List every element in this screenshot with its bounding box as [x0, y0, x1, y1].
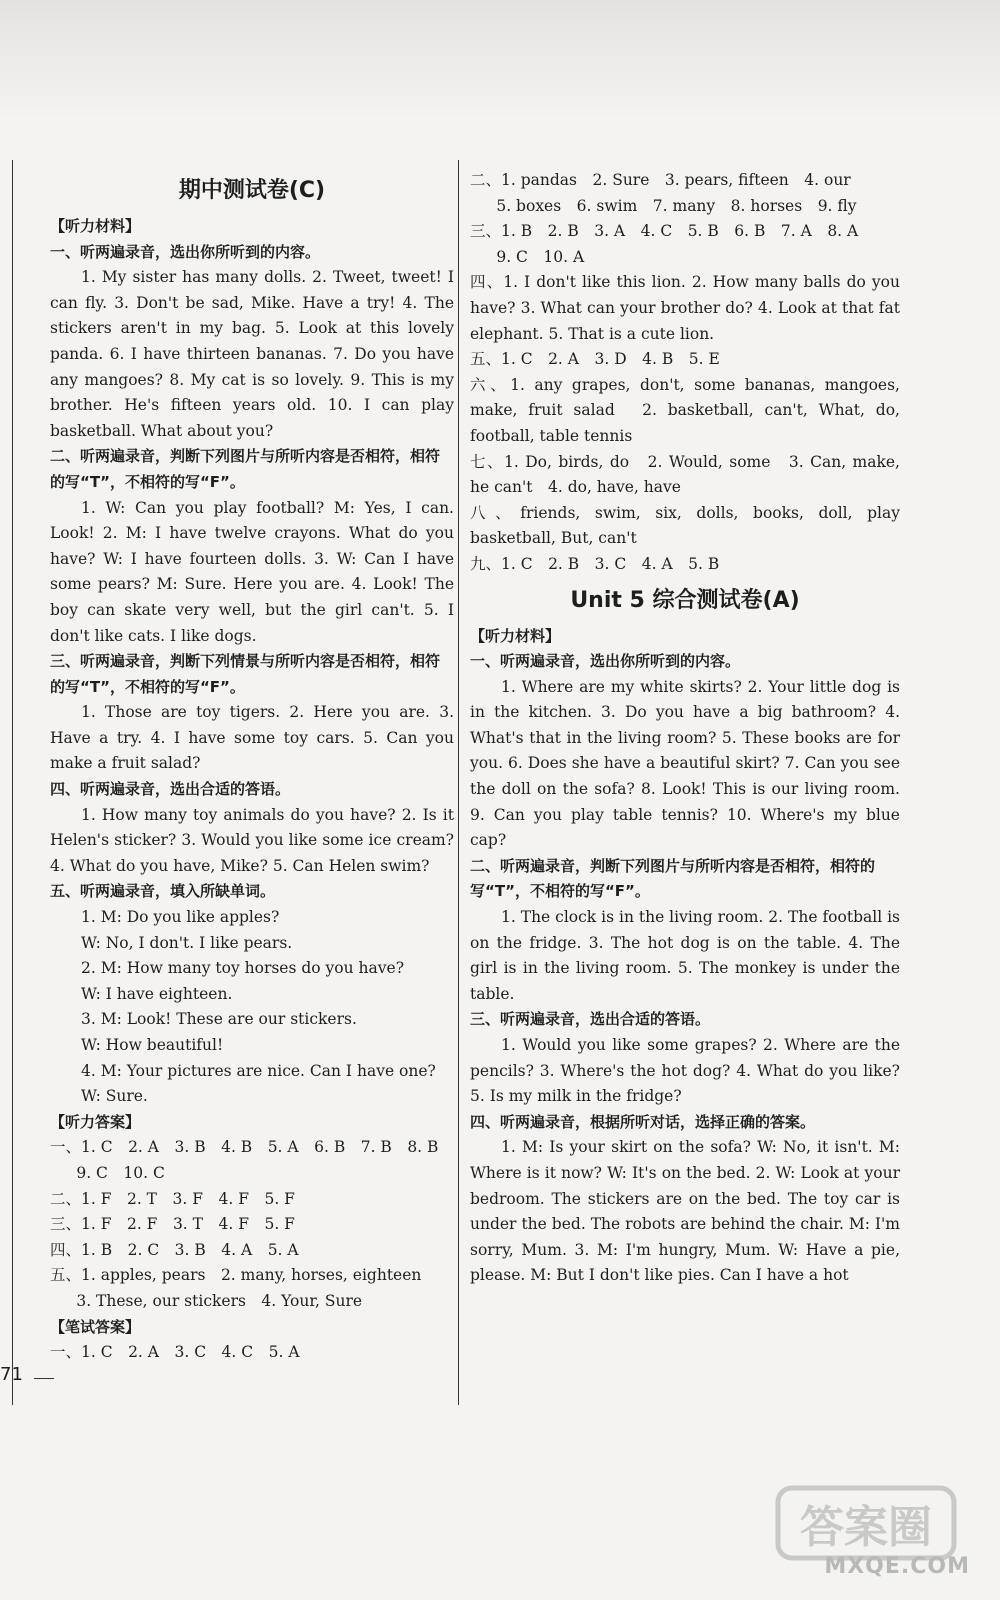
passage-text: 3. M: Look! These are our stickers. [81, 1010, 357, 1029]
passage-text: W: Sure. [81, 1087, 148, 1106]
passage-text: 2. M: How many toy horses do you have? [81, 959, 405, 978]
answer-line: 四、1. I don't like this lion. 2. How many balls do you have? 3. What can your brother do? 4. Look at that fat elephant. 5. That is a cute lion. [470, 273, 900, 343]
question-heading: 三、听两遍录音，判断下列情景与所听内容是否相符，相符的写“T”，不相符的写“F”。 [50, 652, 441, 696]
section-marker: 【笔试答案】 [50, 1317, 141, 1336]
passage-text: 1. Would you like some grapes? 2. Where are the pencils? 3. Where's the hot dog? 4. What do you like? 5. Is my milk in the fridge? [470, 1036, 900, 1106]
question-heading: 四、听两遍录音，根据所听对话，选择正确的答案。 [470, 1112, 816, 1131]
left-margin-rule [12, 160, 13, 1405]
answer-line: 9. C 10. A [496, 247, 585, 266]
page-top-shadow [0, 0, 1000, 120]
answer-line: 五、1. C 2. A 3. D 4. B 5. E [470, 350, 720, 369]
passage-text: 1. M: Is your skirt on the sofa? W: No, it isn't. M: Where is it now? W: It's on the bed. 2. W: Look at your bedroom. The stickers are on the bed. The toy car is under the bed. The robots are behind the chair. M: I'm sorry, Mum. 3. M: I'm hungry, Mum. W: Have a pie, please. M: But I don't like pies. Can I have a hot [470, 1138, 900, 1285]
question-heading: 四、听两遍录音，选出合适的答语。 [50, 780, 291, 799]
passage-text: 1. My sister has many dolls. 2. Tweet, tweet! I can fly. 3. Don't be sad, Mike. Have a try! 4. The stickers aren't in my bag. 5. Look at this lovely panda. 6. I have thirteen bananas. 7. Do you have any mangoes? 8. My cat is so lovely. 9. This is my brother. He's fifteen years old. 10. I can play basketball. What about you? [50, 268, 454, 440]
answer-line: 5. boxes 6. swim 7. many 8. horses 9. fly [496, 196, 857, 215]
question-heading: 三、听两遍录音，选出合适的答语。 [470, 1010, 711, 1029]
answer-line: 3. These, our stickers 4. Your, Sure [76, 1291, 363, 1310]
answer-line: 八、friends, swim, six, dolls, books, doll, play basketball, But, can't [470, 503, 900, 548]
left-column [50, 168, 454, 1395]
answer-line: 五、1. apples, pears 2. many, horses, eighteen [50, 1266, 422, 1285]
question-heading: 一、听两遍录音，选出你所听到的内容。 [470, 652, 741, 671]
passage-text: W: No, I don't. I like pears. [81, 933, 293, 952]
passage-text: W: I have eighteen. [81, 984, 233, 1003]
answer-line: 9. C 10. C [76, 1163, 165, 1182]
passage-text: 1. W: Can you play football? M: Yes, I can. Look! 2. M: I have twelve crayons. What do you have? W: I have fourteen dolls. 3. W: Can I have some pears? M: Sure. Here you are. 4. Look! The boy can skate very well, but the girl can't. 5. I don't like cats. I like dogs. [50, 498, 454, 645]
watermark-text: MXQE.COM [824, 1554, 970, 1579]
column-divider [458, 160, 459, 1405]
page-number-dash [34, 1378, 54, 1379]
section-marker: 【听力答案】 [50, 1112, 141, 1131]
question-heading: 二、听两遍录音，判断下列图片与所听内容是否相符，相符的写“T”，不相符的写“F”。 [50, 447, 441, 491]
answer-line: 二、1. F 2. T 3. F 4. F 5. F [50, 1189, 295, 1208]
question-heading: 一、听两遍录音，选出你所听到的内容。 [50, 242, 321, 261]
right-column [470, 168, 900, 1395]
answer-line: 四、1. B 2. C 3. B 4. A 5. A [50, 1240, 299, 1259]
page-number: 71 [0, 1364, 23, 1385]
answer-line: 六、1. any grapes, don't, some bananas, mangoes, make, fruit salad 2. basketball, can't, What, do, football, table tennis [470, 375, 900, 445]
answer-line: 三、1. F 2. F 3. T 4. F 5. F [50, 1215, 295, 1234]
passage-text: 1. Those are toy tigers. 2. Here you are. 3. Have a try. 4. I have some toy cars. 5. Can you make a fruit salad? [50, 703, 454, 773]
passage-text: 1. The clock is in the living room. 2. The football is on the fridge. 3. The hot dog is on the table. 4. The girl is in the living room. 5. The monkey is under the table. [470, 908, 900, 1003]
passage-text: 4. M: Your pictures are nice. Can I have one? [81, 1061, 436, 1080]
passage-text: 1. How many toy animals do you have? 2. Is it Helen's sticker? 3. Would you like some ice cream? 4. What do you have, Mike? 5. Can Helen swim? [50, 805, 454, 875]
answer-line: 九、1. C 2. B 3. C 4. A 5. B [470, 554, 720, 573]
answer-line: 一、1. C 2. A 3. B 4. B 5. A 6. B 7. B 8. B [50, 1138, 439, 1157]
answer-line: 七、1. Do, birds, do 2. Would, some 3. Can, make, he can't 4. do, have, have [470, 452, 900, 497]
question-heading: 二、听两遍录音，判断下列图片与所听内容是否相符，相符的写“T”，不相符的写“F”。 [470, 856, 876, 901]
answer-line: 三、1. B 2. B 3. A 4. C 5. B 6. B 7. A 8. A [470, 222, 859, 241]
answer-line: 一、1. C 2. A 3. C 4. C 5. A [50, 1343, 300, 1362]
passage-text: 1. Where are my white skirts? 2. Your little dog is in the kitchen. 3. Do you have a big bathroom? 4. What's that in the living room? 5. These books are for you. 6. Does she have a beautiful skirt? 7. Can you see the doll on the sofa? 8. Look! This is our living room. 9. Can you play table tennis? 10. Where's my blue cap? [470, 677, 900, 850]
passage-text: 1. M: Do you like apples? [81, 908, 280, 927]
answer-line: 二、1. pandas 2. Sure 3. pears, fifteen 4. our [470, 171, 851, 189]
question-heading: 五、听两遍录音，填入所缺单词。 [50, 882, 276, 901]
svg-text:答案圈: 答案圈 [800, 1502, 932, 1553]
section-marker: 【听力材料】 [50, 217, 141, 235]
passage-text: W: How beautiful! [81, 1036, 224, 1054]
section-title: Unit 5 综合测试卷(A) [570, 587, 800, 613]
section-title: 期中测试卷(C) [178, 178, 326, 203]
section-marker: 【听力材料】 [470, 626, 561, 645]
